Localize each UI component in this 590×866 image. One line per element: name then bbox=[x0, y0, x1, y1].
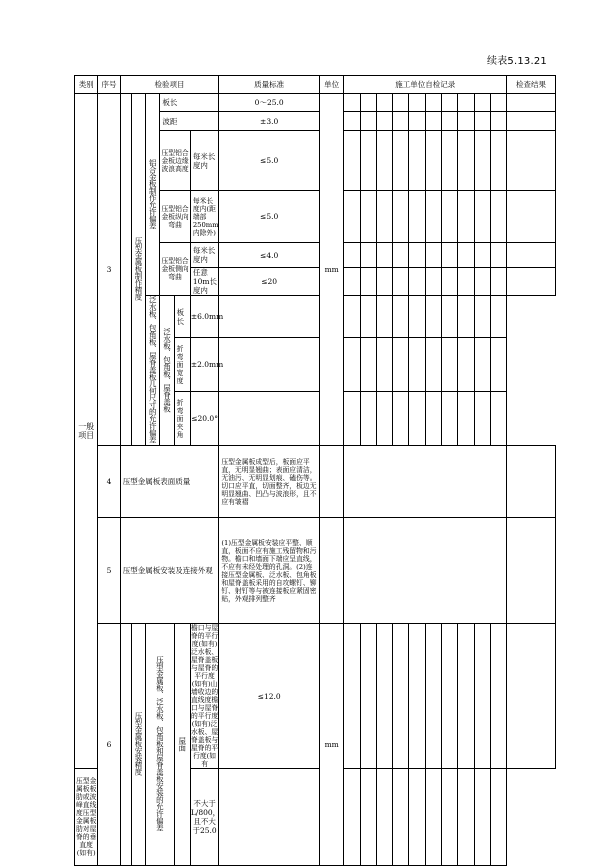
record-cell[interactable] bbox=[441, 769, 457, 866]
result-cell[interactable] bbox=[507, 268, 556, 296]
record-cell[interactable] bbox=[376, 94, 392, 112]
record-cell[interactable] bbox=[409, 131, 425, 191]
result-cell[interactable] bbox=[490, 769, 506, 866]
record-cell[interactable] bbox=[360, 94, 376, 112]
edge-wave-std: ≤5.0 bbox=[219, 131, 320, 191]
unit-cell bbox=[319, 446, 343, 518]
board-length-label: 板长 bbox=[160, 94, 219, 112]
inspection-table bbox=[74, 75, 556, 866]
record-cell[interactable] bbox=[344, 191, 360, 243]
row6-std1: ≤12.0 bbox=[219, 624, 320, 769]
record-cell[interactable] bbox=[376, 112, 392, 131]
record-cell[interactable] bbox=[344, 268, 360, 296]
record-cell[interactable] bbox=[474, 338, 490, 392]
record-cell[interactable] bbox=[458, 338, 474, 392]
row4-item: 压型金属板表面质量 bbox=[120, 446, 219, 518]
table-caption: 续表5.13.21 bbox=[487, 56, 547, 67]
row5-standard: (1)压型金属板安装应平整、顺直，板面不应有施工残留物和污物。檐口和墙面下端应呈直线，不应有未经处理的孔洞。(2)连接压型金属板、泛水板、包角板和屋脊盖板采用的自攻螺钉、铆钉、射钉等与被连接板应紧固密贴，外观排列整齐 bbox=[219, 518, 320, 624]
record-cell[interactable] bbox=[409, 624, 425, 769]
row6-std2: 不大于L/800，且不大于25.0 bbox=[190, 769, 219, 866]
record-cell[interactable] bbox=[425, 296, 441, 338]
side-bend-std2: ≤20 bbox=[219, 268, 320, 296]
record-cell[interactable] bbox=[458, 94, 474, 112]
flash-group: 泛水板、包角板、屋脊盖板几何尺寸的允许偏差 bbox=[148, 296, 158, 443]
blank-cell bbox=[120, 94, 131, 446]
category-general: 一般项目 bbox=[78, 422, 95, 440]
record-cell[interactable] bbox=[344, 769, 360, 866]
header-record: 施工单位自检记录 bbox=[344, 76, 507, 94]
flash-group-cell bbox=[146, 296, 160, 446]
record-cell[interactable] bbox=[425, 112, 441, 131]
board-length-std: 0～25.0 bbox=[219, 94, 320, 112]
row4-standard: 压型金属板成型后，板面应平直，无明显翘曲；表面应清洁，无油污、无明显划痕、磕伤等。切口应平直，切面整齐，板边无明显翘曲、凹凸与波浪形，且不应有皱褶 bbox=[219, 446, 320, 518]
record-cell[interactable] bbox=[441, 94, 457, 112]
record-cell[interactable] bbox=[376, 191, 392, 243]
record-cell[interactable] bbox=[376, 338, 392, 392]
record-cell[interactable] bbox=[490, 112, 506, 131]
row6-group-cell bbox=[131, 624, 145, 866]
record-cell[interactable] bbox=[458, 769, 474, 866]
record-cell[interactable] bbox=[474, 112, 490, 131]
row5-item: 压型金属板安装及连接外观 bbox=[120, 518, 219, 624]
record-cell[interactable] bbox=[376, 769, 392, 866]
record-cell[interactable] bbox=[360, 131, 376, 191]
row6-cond2: 压型金属板板肋或波峰直线度压型金属板肋对屋脊的垂直度(如有) bbox=[75, 769, 98, 866]
record-cell[interactable] bbox=[360, 624, 376, 769]
header-standard: 质量标准 bbox=[219, 76, 320, 94]
seq-cell: 5 bbox=[98, 518, 120, 624]
record-cell[interactable] bbox=[360, 392, 376, 446]
record-cell[interactable] bbox=[425, 268, 441, 296]
group-cell bbox=[131, 94, 145, 446]
result-cell[interactable] bbox=[507, 446, 556, 518]
record-cell[interactable] bbox=[474, 392, 490, 446]
record-cell[interactable] bbox=[458, 131, 474, 191]
record-cell[interactable] bbox=[344, 392, 360, 446]
row6-roof: 屋面 bbox=[177, 736, 187, 751]
record-cell[interactable] bbox=[376, 392, 392, 446]
record-cell[interactable] bbox=[441, 112, 457, 131]
record-cell[interactable] bbox=[376, 296, 392, 338]
record-cell[interactable] bbox=[393, 296, 409, 338]
flash-sub: 泛水板、包角板、屋脊盖板 bbox=[162, 327, 172, 412]
record-cell[interactable] bbox=[490, 191, 506, 243]
longitudinal-cond: 每米长度内(距端部250mm内除外) bbox=[190, 191, 219, 243]
record-cell[interactable] bbox=[376, 624, 392, 769]
record-cell[interactable] bbox=[458, 191, 474, 243]
record-cell[interactable] bbox=[441, 296, 457, 338]
side-bend-cond2: 任意10m长度内 bbox=[190, 268, 219, 296]
record-cell[interactable] bbox=[360, 243, 376, 268]
result-cell[interactable] bbox=[490, 338, 506, 392]
flash-width-label: 折弯面宽度 bbox=[174, 338, 190, 392]
record-cell[interactable] bbox=[458, 392, 474, 446]
record-cell[interactable] bbox=[441, 131, 457, 191]
row6-group: 压型金属板安装精度 bbox=[134, 712, 144, 775]
record-cell[interactable] bbox=[393, 268, 409, 296]
record-cell[interactable] bbox=[490, 94, 506, 112]
record-cell[interactable] bbox=[360, 268, 376, 296]
unit-cell: mm bbox=[319, 94, 343, 446]
row6-sub: 压型金属板、泛水板、包角板和屋脊盖板安装的允许偏差 bbox=[155, 656, 165, 831]
record-cell[interactable] bbox=[458, 268, 474, 296]
record-cell[interactable] bbox=[409, 296, 425, 338]
result-cell[interactable] bbox=[507, 112, 556, 131]
row6-cond1: 檐口与屋脊的平行度(如有)泛水板、屋脊盖板与屋脊的平行度(如有)山墙收边的直线度檐口与屋脊的平行度(如有)泛水板、屋脊盖板与屋脊的平行度(如有 bbox=[190, 624, 219, 768]
table-row bbox=[75, 624, 556, 769]
record-cell[interactable] bbox=[458, 624, 474, 769]
record-cell[interactable] bbox=[344, 624, 360, 769]
record-cell[interactable] bbox=[490, 243, 506, 268]
unit-cell bbox=[319, 518, 343, 624]
result-cell[interactable] bbox=[507, 624, 556, 769]
record-cell[interactable] bbox=[409, 94, 425, 112]
record-cell[interactable] bbox=[474, 296, 490, 338]
record-cell[interactable] bbox=[344, 94, 360, 112]
side-bend-label: 压型铝合金板侧向弯曲 bbox=[160, 243, 190, 296]
record-cell[interactable] bbox=[425, 392, 441, 446]
record-cell[interactable] bbox=[474, 268, 490, 296]
record-cell[interactable] bbox=[409, 112, 425, 131]
flash-angle-std: ≤20.0° bbox=[190, 392, 219, 446]
row3-sub-al: 铝合金板制作允许偏差 bbox=[148, 158, 158, 229]
record-cell[interactable] bbox=[360, 769, 376, 866]
flash-sub-cell bbox=[160, 296, 174, 446]
record-cell[interactable] bbox=[490, 624, 506, 769]
header-result: 检查结果 bbox=[507, 76, 556, 94]
header-category: 类别 bbox=[75, 76, 98, 94]
table-row bbox=[75, 94, 556, 112]
record-cell[interactable] bbox=[425, 94, 441, 112]
record-cell[interactable] bbox=[393, 769, 409, 866]
record-cell[interactable] bbox=[409, 338, 425, 392]
record-cell[interactable] bbox=[425, 243, 441, 268]
record-cell[interactable] bbox=[344, 296, 360, 338]
record-cell[interactable] bbox=[393, 338, 409, 392]
table-header bbox=[75, 76, 556, 94]
side-bend-cond1: 每米长度内 bbox=[190, 243, 219, 268]
record-cell[interactable] bbox=[219, 338, 320, 392]
record-cell[interactable] bbox=[409, 243, 425, 268]
record-cell[interactable] bbox=[393, 243, 409, 268]
result-cell[interactable] bbox=[507, 94, 556, 112]
record-cell[interactable] bbox=[344, 338, 360, 392]
record-cell[interactable] bbox=[490, 131, 506, 191]
record-cell[interactable] bbox=[344, 446, 507, 518]
record-cell[interactable] bbox=[393, 131, 409, 191]
record-cell[interactable] bbox=[360, 191, 376, 243]
record-cell[interactable] bbox=[409, 268, 425, 296]
record-cell[interactable] bbox=[360, 338, 376, 392]
record-cell[interactable] bbox=[425, 624, 441, 769]
longitudinal-std: ≤5.0 bbox=[219, 191, 320, 243]
edge-wave-cond: 每米长度内 bbox=[190, 131, 219, 191]
record-cell[interactable] bbox=[474, 243, 490, 268]
record-cell[interactable] bbox=[393, 94, 409, 112]
flash-len-label: 板长 bbox=[174, 296, 190, 338]
result-cell[interactable] bbox=[507, 131, 556, 191]
wave-distance-label: 波距 bbox=[160, 112, 219, 131]
record-cell[interactable] bbox=[458, 296, 474, 338]
record-cell[interactable] bbox=[219, 392, 320, 446]
result-cell[interactable] bbox=[507, 243, 556, 268]
record-cell[interactable] bbox=[458, 112, 474, 131]
result-cell[interactable] bbox=[490, 392, 506, 446]
record-cell[interactable] bbox=[441, 392, 457, 446]
result-cell[interactable] bbox=[507, 518, 556, 624]
record-cell[interactable] bbox=[474, 769, 490, 866]
record-cell[interactable] bbox=[376, 268, 392, 296]
wave-distance-std: ±3.0 bbox=[219, 112, 320, 131]
row6-roof-cell bbox=[174, 624, 190, 866]
record-cell[interactable] bbox=[474, 191, 490, 243]
record-cell[interactable] bbox=[360, 112, 376, 131]
record-cell[interactable] bbox=[474, 624, 490, 769]
record-cell[interactable] bbox=[441, 243, 457, 268]
table-row bbox=[75, 518, 556, 624]
blank-cell bbox=[120, 624, 131, 866]
record-cell[interactable] bbox=[344, 112, 360, 131]
record-cell[interactable] bbox=[344, 131, 360, 191]
seq-cell: 6 bbox=[98, 624, 120, 866]
record-cell[interactable] bbox=[393, 392, 409, 446]
record-cell[interactable] bbox=[393, 624, 409, 769]
sub-al-cell bbox=[146, 94, 160, 296]
record-cell[interactable] bbox=[219, 296, 320, 338]
flash-len-std: ±6.0mm bbox=[190, 296, 219, 338]
record-cell[interactable] bbox=[441, 191, 457, 243]
side-bend-std1: ≤4.0 bbox=[219, 243, 320, 268]
record-cell[interactable] bbox=[441, 268, 457, 296]
record-cell[interactable] bbox=[409, 191, 425, 243]
record-cell[interactable] bbox=[360, 296, 376, 338]
header-item: 检验项目 bbox=[120, 76, 219, 94]
record-cell[interactable] bbox=[219, 769, 320, 866]
row3-group: 压型金属板制作精度 bbox=[134, 237, 144, 300]
record-cell[interactable] bbox=[425, 338, 441, 392]
edge-wave-label: 压型铝合金板边缘波浪高度 bbox=[160, 131, 190, 191]
record-cell[interactable] bbox=[409, 392, 425, 446]
unit-cell: mm bbox=[319, 624, 343, 866]
seq-cell: 3 bbox=[98, 94, 120, 446]
longitudinal-label: 压型铝合金板纵向弯曲 bbox=[160, 191, 190, 243]
record-cell[interactable] bbox=[344, 243, 360, 268]
table-row bbox=[75, 446, 556, 518]
record-cell[interactable] bbox=[474, 94, 490, 112]
record-cell[interactable] bbox=[425, 131, 441, 191]
record-cell[interactable] bbox=[425, 769, 441, 866]
record-cell[interactable] bbox=[393, 112, 409, 131]
record-cell[interactable] bbox=[441, 338, 457, 392]
record-cell[interactable] bbox=[393, 191, 409, 243]
row6-sub-cell bbox=[146, 624, 174, 866]
result-cell[interactable] bbox=[490, 296, 506, 338]
record-cell[interactable] bbox=[490, 268, 506, 296]
record-cell[interactable] bbox=[441, 624, 457, 769]
table-row bbox=[75, 296, 556, 338]
record-cell[interactable] bbox=[458, 243, 474, 268]
record-cell[interactable] bbox=[425, 191, 441, 243]
header-unit: 单位 bbox=[319, 76, 343, 94]
result-cell[interactable] bbox=[507, 191, 556, 243]
record-cell[interactable] bbox=[474, 131, 490, 191]
record-cell[interactable] bbox=[409, 769, 425, 866]
seq-cell: 4 bbox=[98, 446, 120, 518]
flash-width-std: ±2.0mm bbox=[190, 338, 219, 392]
record-cell[interactable] bbox=[376, 243, 392, 268]
header-seq: 序号 bbox=[98, 76, 120, 94]
category-cell bbox=[75, 94, 98, 769]
record-cell[interactable] bbox=[376, 131, 392, 191]
flash-angle-label: 折弯面夹角 bbox=[174, 392, 190, 446]
record-cell[interactable] bbox=[344, 518, 507, 624]
